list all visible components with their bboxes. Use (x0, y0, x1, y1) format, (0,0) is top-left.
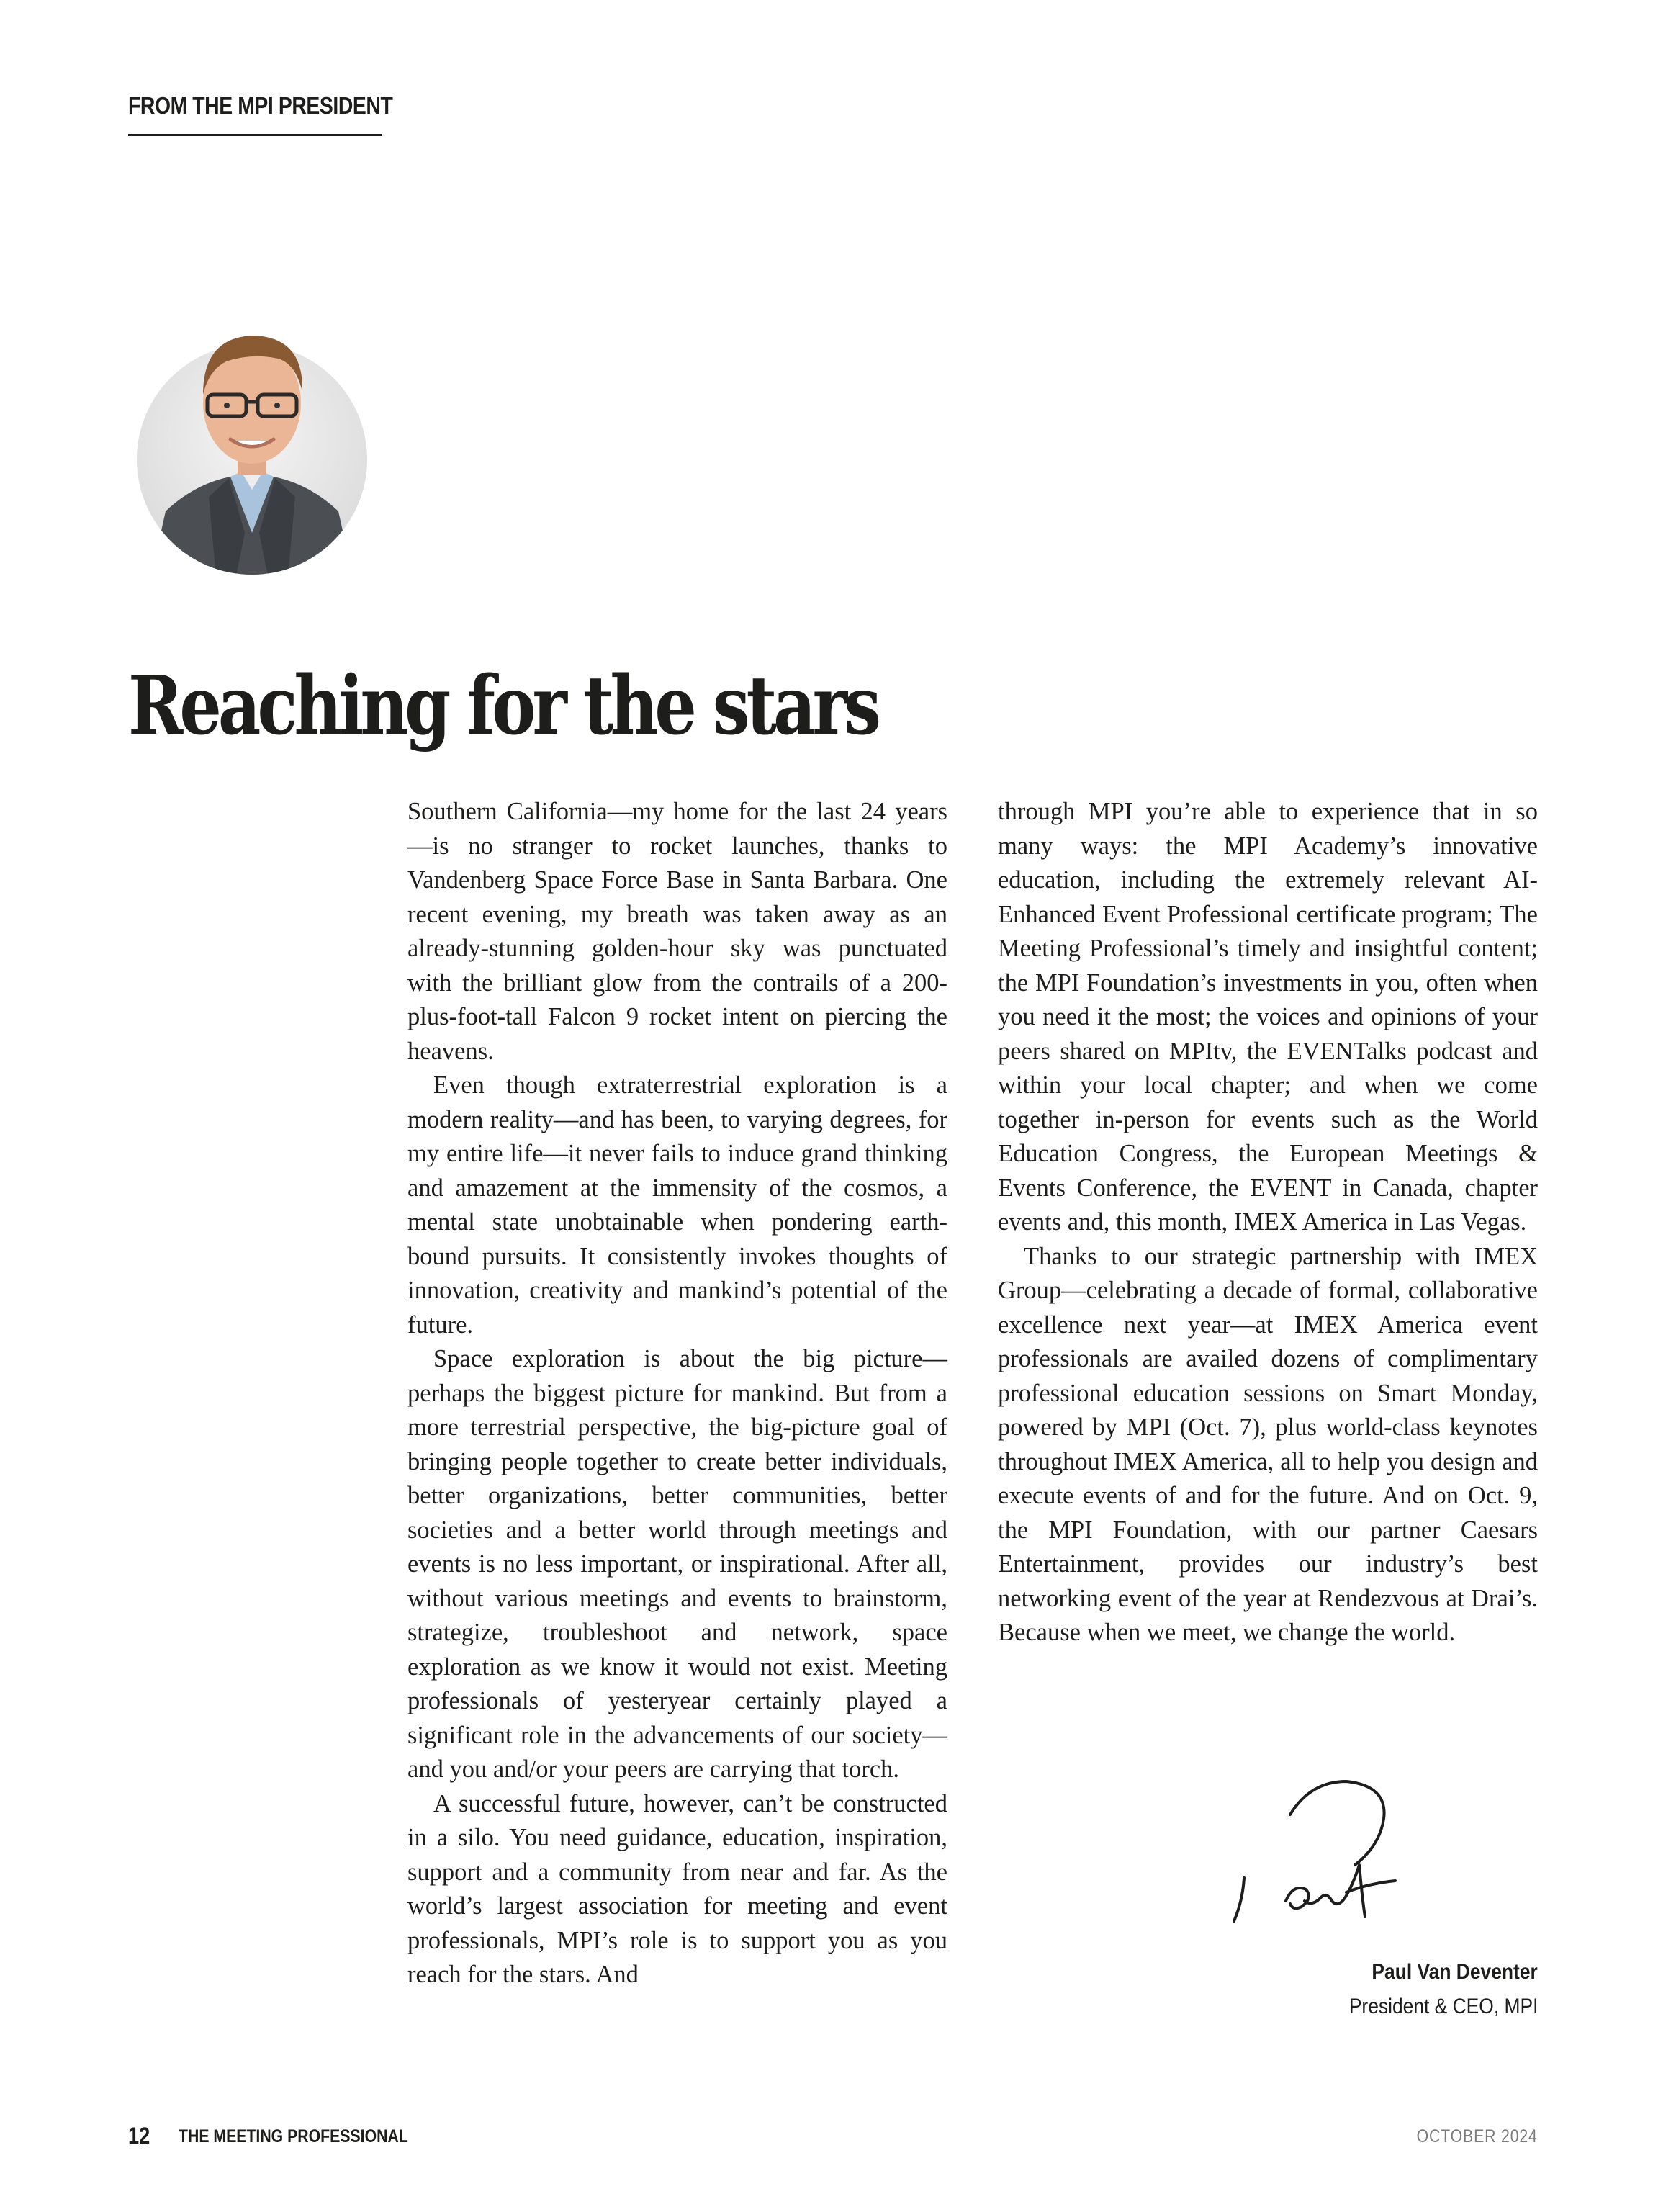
paragraph: Space exploration is about the big picture—perhaps the biggest picture for mankind. But from a more terrestrial perspective, the big-picture goal of bringing people together to create better individuals, better organizations, better communities, better societies and a better world through meetings and events is no less important, or inspirational. After all, without various meetings and events to brainstorm, strategize, troubleshoot and network, space exploration as we know it would not exist. Meeting professionals of yesteryear certainly played a significant role in the advancements of our society—and you and/or your peers are carrying that torch. (407, 1345, 947, 1783)
handwritten-signature (1224, 1757, 1425, 1944)
publication-name: THE MEETING PROFESSIONAL (179, 2126, 408, 2146)
page-number: 12 (128, 2123, 150, 2149)
article-column-right (998, 795, 1538, 1650)
paragraph: through MPI you’re able to experience that in so many ways: the MPI Academy’s innovative education, including the extremely relevant AI-Enhanced Event Professional certificate program; The Meeting Professional’s timely and insightful content; the MPI Foundation’s investments in you, often when you need it the most; the voices and opinions of your peers shared on MPItv, the EVENTalks podcast and within your local chapter; and when we come together in-person for events such as the World Education Congress, the European Meetings & Events Conference, the EVENT in Canada, chapter events and, this month, IMEX America in Las Vegas. (998, 798, 1538, 1236)
article-column-left (407, 795, 947, 1992)
headline: Reaching for the stars (128, 659, 878, 754)
author-title: President & CEO, MPI (1348, 1995, 1538, 2018)
paragraph: Thanks to our strategic partnership with IMEX Group—celebrating a decade of formal, collaborative excellence next year—at IMEX America event professionals are availed dozens of complimentary professional education sessions on Smart Monday, powered by MPI (Oct. 7), plus world-class keynotes throughout IMEX America, all to help you design and execute events of and for the future. And on Oct. 9, the MPI Foundation, with our partner Caesars Entertainment, provides our industry’s best networking event of the year at Rendezvous at Drai’s. Because when we meet, we change the world. (998, 1242, 1538, 1646)
section-label: FROM THE MPI PRESIDENT (128, 92, 393, 119)
paragraph: Southern California—my home for the last 24 years—is no stranger to rocket launches, thanks to Vandenberg Space Force Base in Santa Barbara. One recent evening, my breath was taken away as an already-stunning golden-hour sky was punctuated with the brilliant glow from the contrails of a 200-plus-foot-tall Falcon 9 rocket intent on piercing the heavens. (407, 798, 947, 1065)
paragraph: Even though extraterrestrial exploration is a modern reality—and has been, to varying degrees, for my entire life—it never fails to induce grand thinking and amazement at the immensity of the cosmos, a mental state unobtainable when pondering earth-bound pursuits. It consistently invokes thoughts of innovation, creativity and mankind’s potential of the future. (407, 1071, 947, 1339)
author-portrait (137, 317, 367, 576)
issue-date: OCTOBER 2024 (1416, 2126, 1538, 2146)
author-name: Paul Van Deventer (1372, 1960, 1538, 1984)
section-label-rule (128, 134, 382, 136)
paragraph: A successful future, however, can’t be constructed in a silo. You need guidance, education, inspiration, support and a community from near and far. As the world’s largest association for meeting and event professionals, MPI’s role is to support you as you reach for the stars. And (407, 1789, 947, 1988)
